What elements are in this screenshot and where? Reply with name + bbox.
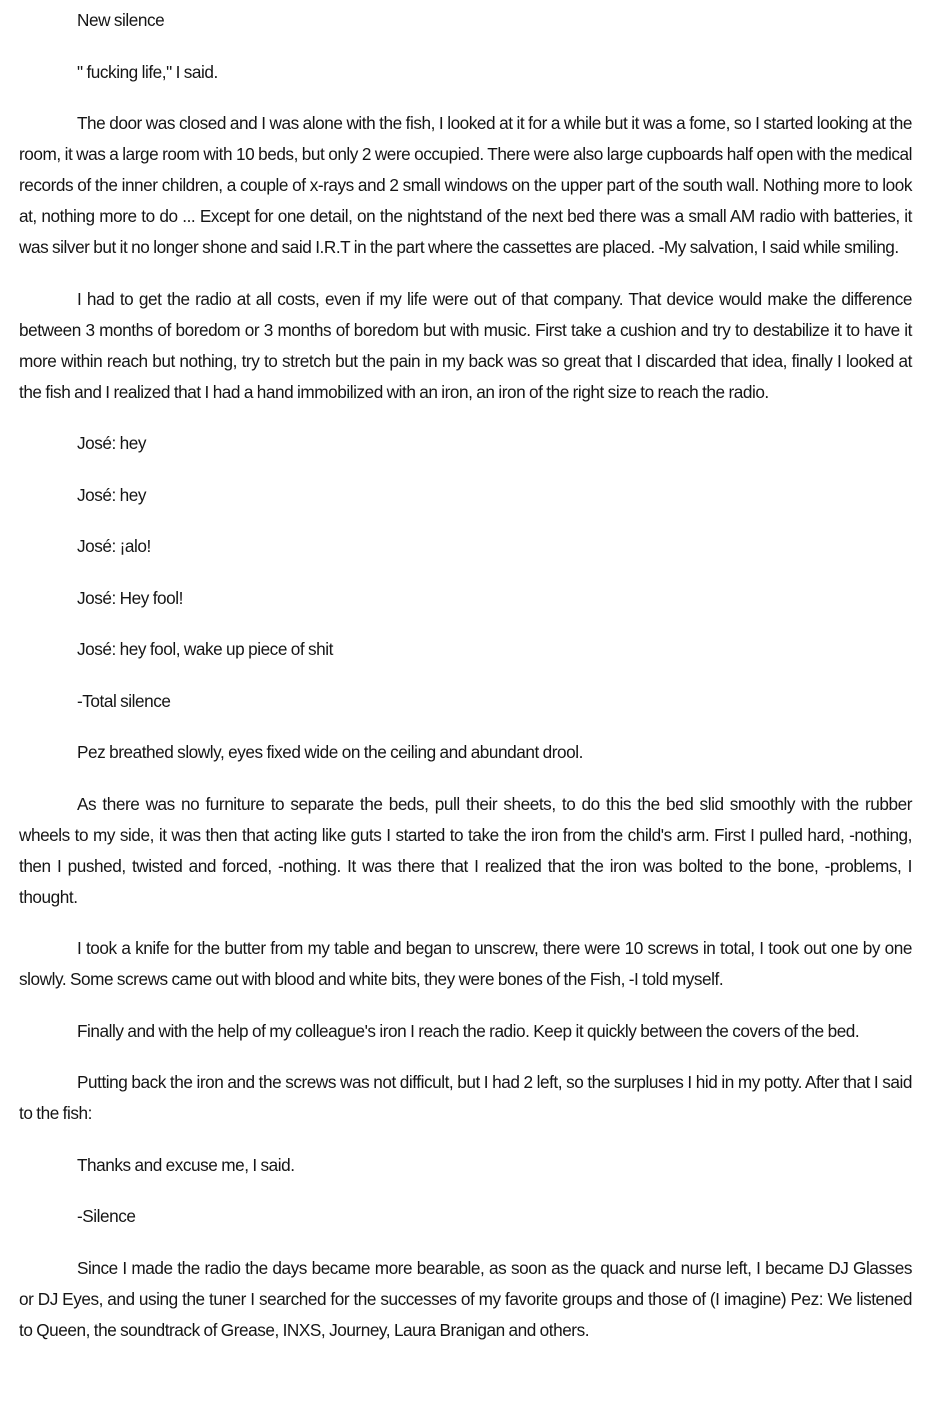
dialogue-line: José: ¡alo!: [77, 536, 151, 556]
paragraph: Since I made the radio the days became more bearable, as soon as the quack and nurse left, I became DJ Glasses or DJ Eyes, and using the tuner I searched for the successes of my favorite groups and those of (I imagine) Pez: We listened to Queen, the soundtrack of Grease, INXS, Journey, Laura Branigan and others.: [19, 1257, 912, 1340]
paragraph: I took a knife for the butter from my table and began to unscrew, there were 10 screws in total, I took out one by one slowly. Some screws came out with blood and white bits, they were bones of the Fish, -I told myself.: [19, 938, 912, 989]
paragraph: Finally and with the help of my colleague's iron I reach the radio. Keep it quickly between the covers of the bed.: [77, 1020, 860, 1041]
document-body: [19, 5, 912, 1366]
dialogue-line: José: Hey fool!: [77, 587, 183, 608]
paragraph: I had to get the radio at all costs, even if my life were out of that company. That device would make the difference between 3 months of boredom or 3 months of boredom but with music. First take a cushion and try to destabilize it to have it more within reach but nothing, try to stretch but the pain in my back was so great that I discarded that idea, finally I looked at the fish and I realized that I had a hand immobilized with an iron, an iron of the right size to reach the radio.: [19, 288, 912, 402]
paragraph: Pez breathed slowly, eyes fixed wide on the ceiling and abundant drool.: [77, 742, 583, 762]
paragraph: -Silence: [77, 1206, 136, 1226]
dialogue-line: José: hey: [77, 484, 147, 505]
paragraph: New silence: [77, 10, 165, 30]
paragraph: -Total silence: [77, 690, 171, 711]
paragraph: Putting back the iron and the screws was not difficult, but I had 2 left, so the surpluses I hid in my potty. After that I said to the fish:: [19, 1072, 912, 1123]
dialogue-line: José: hey fool, wake up piece of shit: [77, 639, 333, 659]
paragraph: Thanks and excuse me, I said.: [77, 1154, 295, 1175]
paragraph: As there was no furniture to separate the beds, pull their sheets, to do this the bed slid smoothly with the rubber wheels to my side, it was then that acting like guts I started to take the iron from the child's arm. First I pulled hard, -nothing, then I pushed, twisted and forced, -nothing. It was there that I realized that the iron was bolted to the bone, -problems, I thought.: [19, 793, 912, 907]
dialogue-line: José: hey: [77, 433, 147, 453]
paragraph: The door was closed and I was alone with the fish, I looked at it for a while but it was a fome, so I started looking at the room, it was a large room with 10 beds, but only 2 were occupied. There were also large cupboards half open with the medical records of the inner children, a couple of x-rays and 2 small windows on the upper part of the south wall. Nothing more to look at, nothing more to do ... Except for one detail, on the nightstand of the next bed there was a small AM radio with batteries, it was silver but it no longer shone and said I.R.T in the part where the cassettes are placed. -My salvation, I said while smiling.: [19, 113, 912, 257]
paragraph: " fucking life," I said.: [77, 61, 218, 82]
